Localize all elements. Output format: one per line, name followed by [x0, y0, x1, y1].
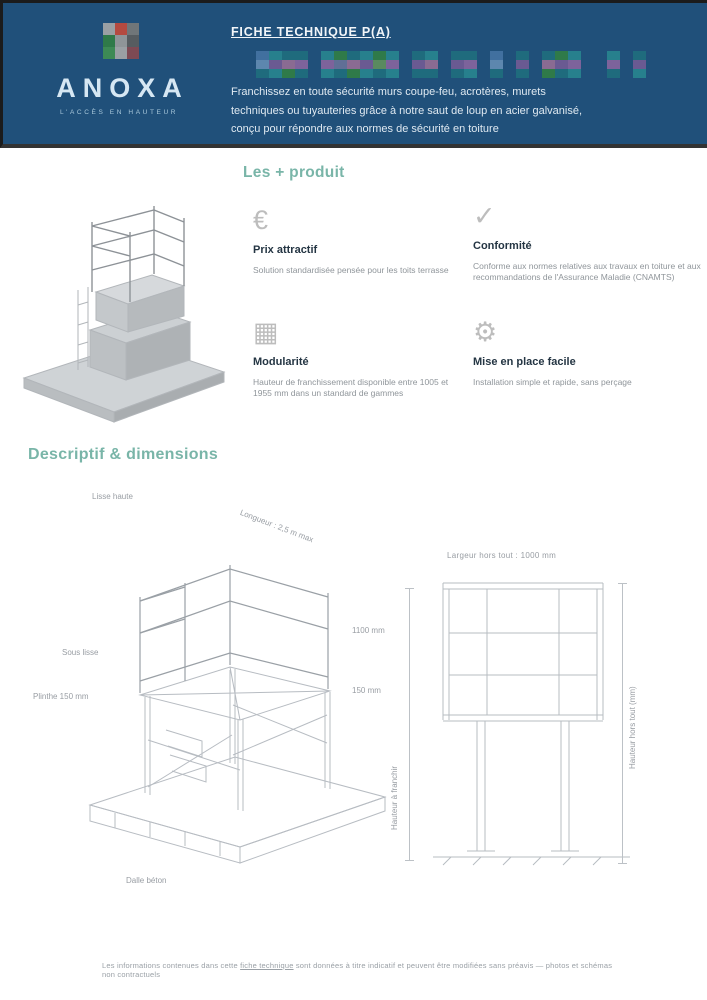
mosaic-cell	[646, 69, 659, 78]
brand-logo: ANOXA	[56, 73, 189, 103]
logo-icon	[103, 23, 139, 59]
product-render-image	[12, 170, 236, 428]
mosaic-cell	[633, 60, 646, 69]
mosaic-cell	[529, 51, 542, 60]
intro-line: techniques ou tuyauteries grâce à notre saut de loup en acier galvanisé,	[231, 104, 583, 117]
mosaic-cell	[308, 69, 321, 78]
label-hauteur-franchir: Hauteur à franchir	[390, 765, 399, 831]
feature-card-installation	[473, 316, 701, 388]
label-lisse-haute: Lisse haute	[92, 492, 133, 501]
logo-icon-pixel	[103, 47, 115, 59]
feature-card-prix	[253, 204, 463, 276]
mosaic-cell	[425, 60, 438, 69]
mosaic-cell	[620, 69, 633, 78]
mosaic-cell	[503, 51, 516, 60]
logo-icon-pixel	[127, 35, 139, 47]
mosaic-cell	[386, 69, 399, 78]
mosaic-cell	[646, 60, 659, 69]
mosaic-cell	[412, 51, 425, 60]
front-view-drawing	[425, 555, 640, 885]
mosaic-cell	[581, 60, 594, 69]
dimension-tick	[618, 863, 627, 864]
mosaic-cell	[373, 51, 386, 60]
logo-icon-pixel	[103, 35, 115, 47]
mosaic-cell	[451, 69, 464, 78]
mosaic-cell	[282, 51, 295, 60]
mosaic-cell	[321, 69, 334, 78]
logo-icon-pixel	[127, 47, 139, 59]
obscured-title-mosaic	[243, 51, 659, 78]
intro-paragraph	[231, 83, 705, 139]
logo-icon-pixel	[115, 35, 127, 47]
mosaic-cell	[295, 60, 308, 69]
mosaic-cell	[399, 69, 412, 78]
mosaic-cell	[321, 60, 334, 69]
document-kicker: FICHE TECHNIQUE P(A)	[231, 25, 391, 39]
intro-line: Franchissez en toute sécurité murs coupe-feu, acrotères, murets	[231, 86, 546, 98]
mosaic-cell	[503, 69, 516, 78]
mosaic-cell	[490, 60, 503, 69]
mosaic-cell	[581, 69, 594, 78]
mosaic-cell	[282, 60, 295, 69]
mosaic-cell	[256, 60, 269, 69]
mosaic-cell	[334, 69, 347, 78]
feature-desc: Hauteur de franchissement disponible entre 1005 et 1955 mm dans un standard de gammes	[253, 377, 449, 398]
mosaic-cell	[516, 60, 529, 69]
certificate-icon: ✓	[473, 201, 496, 231]
gear-icon: ⚙	[473, 317, 498, 347]
dimension-tick	[405, 860, 414, 861]
mosaic-cell	[464, 51, 477, 60]
feature-card-conformite	[473, 200, 701, 283]
mosaic-cell	[503, 60, 516, 69]
mosaic-cell	[607, 60, 620, 69]
mosaic-cell	[555, 69, 568, 78]
mosaic-cell	[295, 51, 308, 60]
mosaic-cell	[607, 69, 620, 78]
mosaic-cell	[542, 69, 555, 78]
dimension-tick	[405, 588, 414, 589]
label-hauteur-hors-tout: Hauteur hors tout (mm)	[628, 686, 637, 770]
section-heading-features: Les + produit	[243, 164, 345, 181]
mosaic-cell	[256, 51, 269, 60]
mosaic-cell	[321, 51, 334, 60]
mosaic-cell	[373, 60, 386, 69]
isometric-drawing	[70, 505, 400, 905]
mosaic-cell	[646, 51, 659, 60]
mosaic-cell	[243, 60, 256, 69]
logo-icon-pixel	[115, 47, 127, 59]
mosaic-cell	[516, 51, 529, 60]
footer-text: Les informations contenues dans cette	[102, 961, 241, 970]
mosaic-cell	[620, 51, 633, 60]
mosaic-cell	[256, 69, 269, 78]
feature-desc: Solution standardisée pensée pour les toits terrasse	[253, 265, 449, 275]
mosaic-cell	[347, 60, 360, 69]
mosaic-cell	[516, 69, 529, 78]
mosaic-cell	[477, 69, 490, 78]
mosaic-cell	[451, 51, 464, 60]
section-heading-descriptif: Descriptif & dimensions	[28, 446, 219, 463]
mosaic-cell	[542, 51, 555, 60]
mosaic-cell	[308, 51, 321, 60]
mosaic-cell	[555, 51, 568, 60]
mosaic-cell	[633, 51, 646, 60]
label-sous-lisse: Sous lisse	[62, 648, 99, 657]
mosaic-cell	[360, 69, 373, 78]
mosaic-cell	[451, 60, 464, 69]
mosaic-cell	[269, 60, 282, 69]
mosaic-cell	[477, 51, 490, 60]
header-band	[0, 0, 707, 148]
mosaic-cell	[360, 51, 373, 60]
mosaic-cell	[386, 51, 399, 60]
mosaic-cell	[360, 60, 373, 69]
mosaic-cell	[529, 60, 542, 69]
mosaic-cell	[490, 51, 503, 60]
dimension-tick	[618, 583, 627, 584]
mosaic-cell	[594, 51, 607, 60]
mosaic-cell	[347, 51, 360, 60]
label-dim-1100: 1100 mm	[352, 626, 385, 635]
feature-title: Prix attractif	[253, 244, 318, 256]
mosaic-cell	[620, 60, 633, 69]
mosaic-cell	[412, 60, 425, 69]
mosaic-cell	[568, 51, 581, 60]
mosaic-cell	[607, 51, 620, 60]
feature-desc: Conforme aux normes relatives aux travaux en toiture et aux recommandations de l'Assurance Maladie (CNAMTS)	[473, 261, 701, 282]
feature-title: Mise en place facile	[473, 356, 576, 368]
label-largeur-hors-tout: Largeur hors tout : 1000 mm	[447, 551, 557, 560]
mosaic-cell	[269, 51, 282, 60]
mosaic-cell	[243, 51, 256, 60]
footer-underlined-text: fiche technique	[240, 961, 294, 970]
dimension-line-left	[409, 588, 410, 860]
footer-text: sont données à titre indicatif et peuvent être modifiées sans préavis — photos et schémas non contractuels	[102, 961, 613, 979]
mosaic-cell	[334, 51, 347, 60]
label-plinthe: Plinthe 150 mm	[33, 692, 89, 701]
mosaic-cell	[581, 51, 594, 60]
feature-card-modularite	[253, 316, 465, 399]
mosaic-cell	[542, 60, 555, 69]
feature-title: Modularité	[253, 356, 309, 368]
mosaic-cell	[490, 69, 503, 78]
mosaic-cell	[386, 60, 399, 69]
mosaic-cell	[269, 69, 282, 78]
mosaic-cell	[399, 60, 412, 69]
mosaic-cell	[243, 69, 256, 78]
mosaic-cell	[282, 69, 295, 78]
label-dalle-beton: Dalle béton	[126, 876, 167, 885]
blocks-icon: ▦	[253, 317, 279, 347]
mosaic-cell	[412, 69, 425, 78]
mosaic-cell	[334, 60, 347, 69]
mosaic-cell	[633, 69, 646, 78]
mosaic-cell	[295, 69, 308, 78]
logo-icon-pixel	[115, 23, 127, 35]
mosaic-cell	[438, 69, 451, 78]
mosaic-cell	[438, 51, 451, 60]
label-longueur: Longueur : 2,5 m max	[238, 508, 315, 545]
mosaic-cell	[464, 60, 477, 69]
mosaic-cell	[477, 60, 490, 69]
mosaic-cell	[438, 60, 451, 69]
brand-tagline: L'ACCÈS EN HAUTEUR	[59, 109, 179, 116]
mosaic-cell	[555, 60, 568, 69]
logo-icon-pixel	[127, 23, 139, 35]
mosaic-cell	[425, 69, 438, 78]
mosaic-cell	[347, 69, 360, 78]
mosaic-cell	[399, 51, 412, 60]
mosaic-cell	[373, 69, 386, 78]
footer-note	[102, 961, 614, 979]
logo-icon-pixel	[103, 23, 115, 35]
mosaic-cell	[594, 60, 607, 69]
mosaic-cell	[425, 51, 438, 60]
mosaic-cell	[308, 60, 321, 69]
mosaic-cell	[464, 69, 477, 78]
mosaic-cell	[594, 69, 607, 78]
feature-title: Conformité	[473, 240, 532, 252]
euro-icon: €	[253, 205, 269, 235]
feature-desc: Installation simple et rapide, sans perçage	[473, 377, 632, 387]
mosaic-cell	[529, 69, 542, 78]
mosaic-cell	[568, 69, 581, 78]
mosaic-cell	[568, 60, 581, 69]
label-dim-150: 150 mm	[352, 686, 381, 695]
dimension-line-right	[622, 583, 623, 863]
intro-line: conçu pour répondre aux normes de sécurité en toiture	[231, 123, 499, 135]
